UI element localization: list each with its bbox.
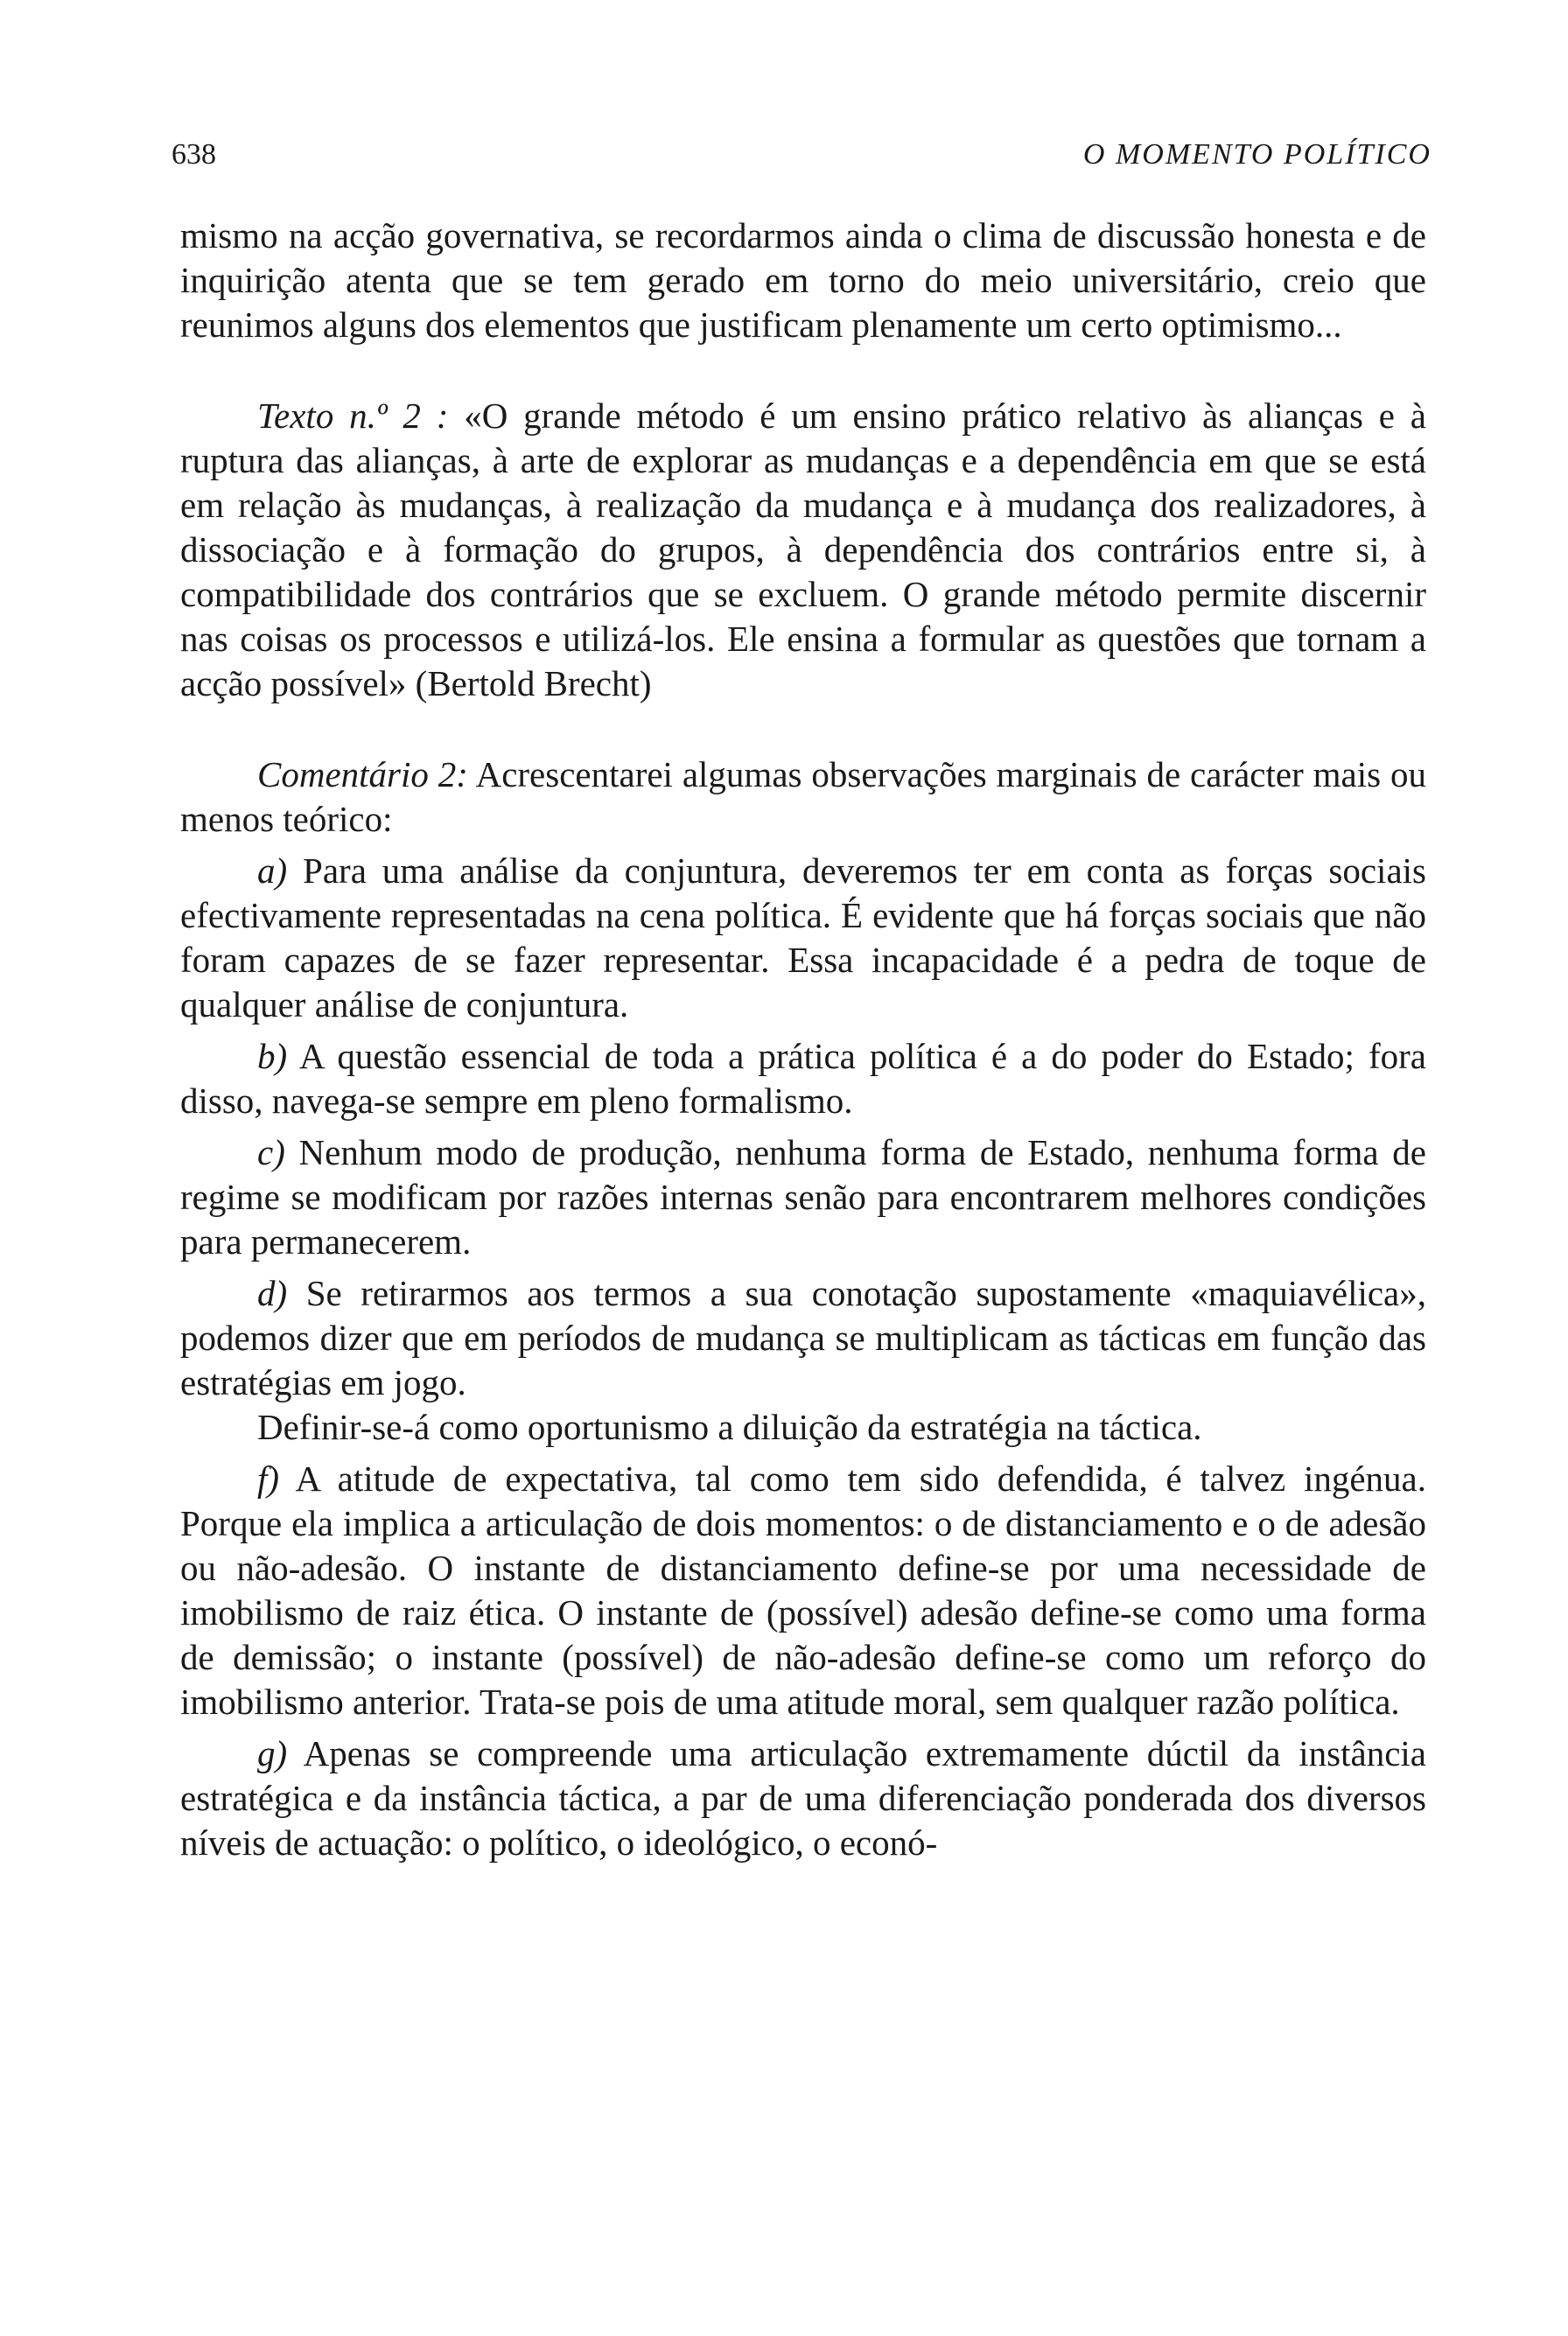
item-g-text: Apenas se compreende uma articulação extremamente dúctil da instância estratégica e da instância táctica, a par de uma diferenciação ponderada dos diversos níveis de actuação: o político, o ideológico, o econó- <box>180 1733 1426 1863</box>
item-c-text: Nenhum modo de produção, nenhuma forma de Estado, nenhuma forma de regime se modificam por razões internas senão para encontrarem melhores condições para permanecerem. <box>180 1132 1427 1262</box>
item-b-text: A questão essencial de toda a prática política é a do poder do Estado; fora disso, navega-se sempre em pleno formalismo. <box>180 1036 1426 1121</box>
texto-2-text: «O grande método é um ensino prático relativo às alianças e à ruptura das alianças, à arte de explorar as mudanças e a dependência em que se está em relação às mudanças, à realização da mudança e à mudança dos realizadores, à dissociação e à formação do grupos, à dependência dos contrários entre si, à compatibilidade dos contrários que se excluem. O grande método permite discernir nas coisas os processos e utilizá-los. Ele ensina a formular as questões que tornam a acção possível» (Bertold Brecht) <box>180 395 1426 703</box>
item-a-marker: a) <box>257 850 288 891</box>
comentario-2-label: Comentário 2: <box>257 754 468 794</box>
item-e-plain: Definir-se-á como oportunismo a diluição da estratégia na táctica. <box>257 1407 1202 1447</box>
comentario-2-paragraph <box>180 752 1426 842</box>
item-d <box>180 1271 1426 1405</box>
item-g-marker: g) <box>257 1733 288 1773</box>
item-c-marker: c) <box>257 1132 285 1172</box>
page-body <box>180 213 1426 1865</box>
item-b-marker: b) <box>257 1036 288 1076</box>
intro-paragraph: mismo na acção governativa, se recordarmos ainda o clima de discussão honesta e de inquirição atenta que se tem gerado em torno do meio universitário, creio que reunimos alguns dos elementos que justificam plenamente um certo optimismo... <box>180 215 1426 345</box>
comentario-2-text: Acrescentarei algumas observações marginais de carácter mais ou menos teórico: <box>180 754 1426 839</box>
item-b <box>180 1034 1426 1123</box>
running-title: O MOMENTO POLÍTICO <box>1082 138 1432 171</box>
item-d-marker: d) <box>257 1273 288 1313</box>
texto-2-label: Texto n.º 2 : <box>257 395 449 436</box>
item-d-text: Se retirarmos aos termos a sua conotação supostamente «maquiavélica», podemos dizer que em períodos de mudança se multiplicam as tácticas em função das estratégias em jogo. <box>180 1273 1427 1402</box>
item-f <box>180 1457 1426 1724</box>
page-number: 638 <box>172 138 216 171</box>
item-c <box>180 1130 1426 1264</box>
item-f-text: A atitude de expectativa, tal como tem sido defendida, é talvez ingénua. Porque ela implica a articulação de dois momentos: o de distanciamento e o de adesão ou não-adesão. O instante de distanciamento define-se por uma necessidade de imobilismo de raiz ética. O instante de (possível) adesão define-se como uma forma de demissão; o instante (possível) de não-adesão define-se como um reforço do imobilismo anterior. Trata-se pois de uma atitude moral, sem qualquer razão política. <box>180 1458 1426 1722</box>
item-g <box>180 1731 1426 1865</box>
item-f-marker: f) <box>257 1458 280 1499</box>
item-a <box>180 849 1426 1027</box>
item-a-text: Para uma análise da conjuntura, deveremos ter em conta as forças sociais efectivamente representadas na cena política. É evidente que há forças sociais que não foram capazes de se fazer representar. Essa incapacidade é a pedra de toque de qualquer análise de conjuntura. <box>180 850 1426 1025</box>
texto-2-paragraph <box>180 394 1426 706</box>
page-header <box>172 131 1432 175</box>
